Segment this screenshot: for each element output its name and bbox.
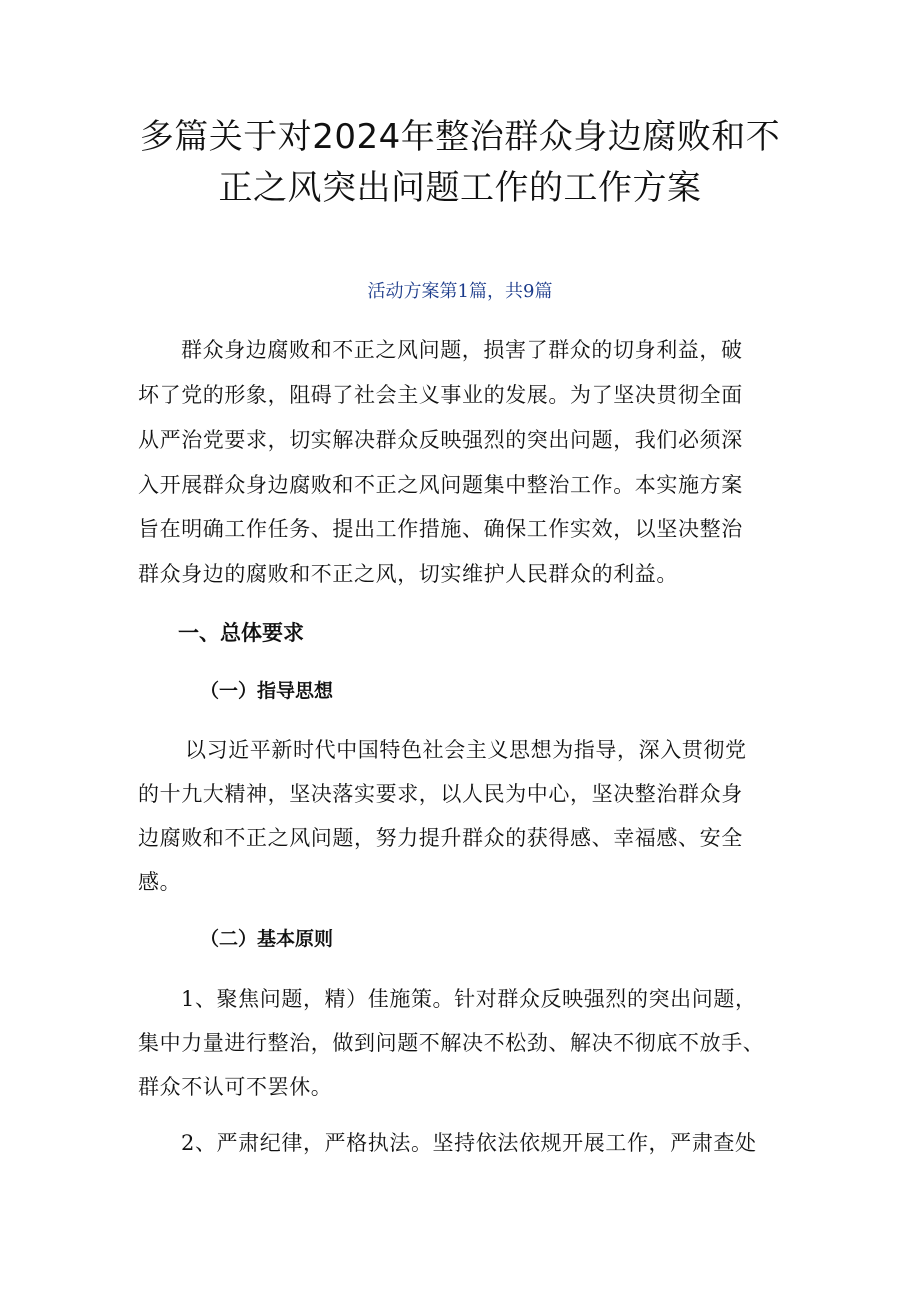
document-subtitle: 活动方案第1篇，共9篇 — [367, 281, 553, 302]
title-line: 多篇关于对2024年整治群众身边腐败和不 — [139, 117, 781, 157]
subsection-heading: （一）指导思想 — [200, 680, 334, 702]
paragraph-line: 2、严肃纪律，严格执法。坚持依法依规开展工作，严肃查处 — [181, 1131, 757, 1155]
paragraph-line: 边腐败和不正之风问题，努力提升群众的获得感、幸福感、安全 — [138, 826, 743, 850]
subsection-heading: （二）基本原则 — [200, 928, 334, 950]
section-heading: 一、总体要求 — [178, 621, 304, 645]
paragraph-line: 入开展群众身边腐败和不正之风问题集中整治工作。本实施方案 — [138, 473, 743, 497]
paragraph-line: 集中力量进行整治，做到问题不解决不松劲、解决不彻底不放手、 — [138, 1031, 765, 1055]
paragraph-line: 旨在明确工作任务、提出工作措施、确保工作实效，以坚决整治 — [138, 517, 743, 541]
paragraph-line: 群众身边腐败和不正之风问题，损害了群众的切身利益，破 — [181, 338, 743, 362]
paragraph-line: 群众身边的腐败和不正之风，切实维护人民群众的利益。 — [138, 562, 678, 586]
document-title — [110, 112, 810, 214]
paragraph-line: 群众不认可不罢休。 — [138, 1075, 333, 1099]
paragraph-line: 的十九大精神，坚决落实要求，以人民为中心，坚决整治群众身 — [138, 782, 743, 806]
title-line: 正之风突出问题工作的工作方案 — [218, 168, 702, 208]
paragraph-line: 坏了党的形象，阻碍了社会主义事业的发展。为了坚决贯彻全面 — [138, 383, 743, 407]
paragraph-line: 感。 — [138, 870, 182, 894]
paragraph-line: 从严治党要求，切实解决群众反映强烈的突出问题，我们必须深 — [138, 428, 743, 452]
paragraph-line: 1、聚焦问题，精）佳施策。针对群众反映强烈的突出问题， — [181, 987, 757, 1011]
paragraph-line: 以习近平新时代中国特色社会主义思想为指导，深入贯彻党 — [185, 738, 747, 762]
